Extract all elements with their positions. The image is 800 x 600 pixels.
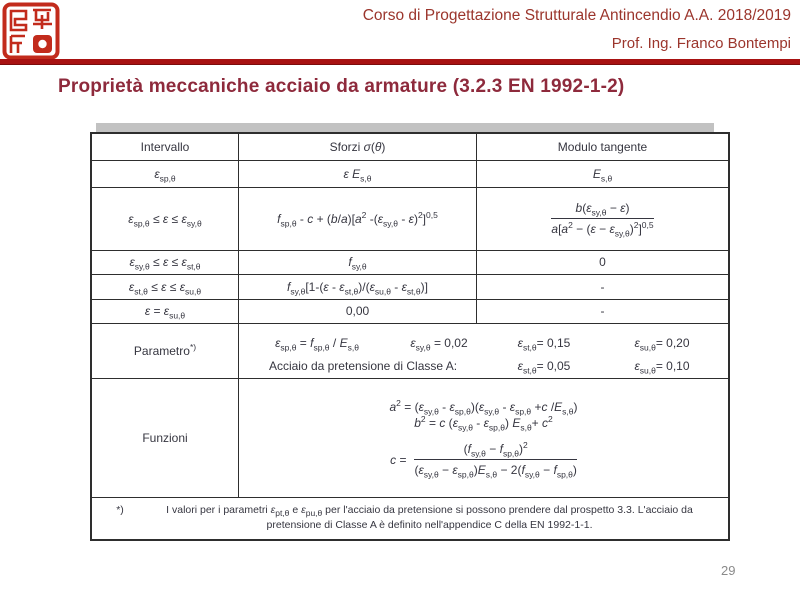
footnote-row bbox=[91, 497, 729, 540]
param-esy: $\varepsilon_{sy,\theta} = 0,02$ bbox=[410, 335, 468, 352]
parametro-grid bbox=[241, 329, 726, 373]
table-row bbox=[91, 187, 729, 250]
page-number: 29 bbox=[721, 563, 736, 578]
modulus-cell: $E_{s,\theta}$ bbox=[477, 160, 730, 187]
col-header-sforzi: Sforzi σ(θ) bbox=[239, 133, 477, 160]
footnote-cell bbox=[91, 497, 729, 540]
fraction-numerator: $b(\varepsilon_{sy,\theta} - \varepsilon)$ bbox=[551, 201, 653, 219]
stress-cell: $f_{sp,\theta} - c + (b/a)[a^2$ $-(\varepsilon_{sy,\theta} - \varepsilon)^2]^{0,5}$ bbox=[239, 187, 477, 250]
formula-a2: $a^2 = (\varepsilon_{sy,\theta} - \varepsilon_{sp,\theta})(\varepsilon_{sy,\theta} - \varepsilon_{sp,\theta} +c$ $/E_{s,\theta}$) bbox=[389, 398, 578, 417]
param-est-classe-a: $\varepsilon_{st,\theta}= 0,05$ bbox=[517, 358, 571, 375]
fraction-denominator: $a[a^2 - (\varepsilon - \varepsilon_{sy,\theta})^2]^{0,5}$ bbox=[551, 220, 654, 239]
interval-cell: $\varepsilon_{sy,\theta} \le \varepsilon \le \varepsilon_{st,\theta}$ bbox=[91, 250, 239, 274]
parametro-values bbox=[239, 323, 730, 378]
stress-cell: 0,00 bbox=[239, 299, 477, 323]
modulus-cell: 0 bbox=[477, 250, 730, 274]
col-header-intervallo: Intervallo bbox=[91, 133, 239, 160]
formula-c-prefix: c = bbox=[390, 452, 407, 467]
fraction-numerator: $(f_{sy,\theta} - f_{sp,\theta})^2$ bbox=[414, 442, 576, 460]
table-row bbox=[91, 160, 729, 187]
interval-cell: $\varepsilon = \varepsilon_{su,\theta}$ bbox=[91, 299, 239, 323]
course-title: Corso di Progettazione Strutturale Antincendio A.A. 2018/2019 bbox=[362, 7, 791, 24]
modulus-fraction bbox=[551, 201, 654, 239]
modulus-cell bbox=[477, 187, 730, 250]
table-row bbox=[91, 274, 729, 299]
funzioni-label: Funzioni bbox=[91, 378, 239, 497]
table-row bbox=[91, 250, 729, 274]
header-rule bbox=[0, 59, 800, 65]
header bbox=[363, 7, 791, 52]
modulus-cell: - bbox=[477, 299, 730, 323]
table-top-bar bbox=[96, 123, 714, 132]
parametro-label: Parametro*) bbox=[91, 323, 239, 378]
param-esu-classe-a: $\varepsilon_{su,\theta}= 0,10$ bbox=[634, 358, 690, 375]
table-header-row bbox=[91, 133, 729, 160]
formula-b2: $b^2 = c$ $(\varepsilon_{sy,\theta} - \varepsilon_{sp,\theta})$ $E_{s,\theta}+ c^2$ bbox=[414, 414, 553, 433]
fraction-denominator: $(\varepsilon_{sy,\theta} - \varepsilon_{sp,\theta})E_{s,\theta} - 2(f_{sy,\theta} - f_{sp,\theta})$ bbox=[414, 463, 577, 480]
formula-c-fraction bbox=[414, 440, 577, 480]
footnote-text: I valori per i parametri $\varepsilon_{pt,\theta}$ e $\varepsilon_{pu,\theta}$ per l'acciaio da pretensione si possono prendere dal prospetto 3.3. L'acciaio da pretensione di Classe A è definito nell'appendice C della EN 1992-1-1. bbox=[166, 504, 693, 532]
stress-cell: $f_{sy,\theta}$ bbox=[239, 250, 477, 274]
parametro-row bbox=[91, 323, 729, 378]
param-esp: $\varepsilon_{sp,\theta} = f_{sp,\theta} / E_{s,\theta}$ bbox=[275, 335, 359, 352]
slide-title: Proprietà meccaniche acciaio da armature (3.2.3 EN 1992-1-2) bbox=[58, 76, 625, 97]
professor-name: Prof. Ing. Franco Bontempi bbox=[611, 35, 791, 52]
modulus-cell: - bbox=[477, 274, 730, 299]
funzioni-row bbox=[91, 378, 729, 497]
formula-c bbox=[241, 440, 726, 480]
col-header-modulo-tangente: Modulo tangente bbox=[477, 133, 730, 160]
footnote-marker: *) bbox=[116, 504, 124, 517]
seal-logo-icon bbox=[2, 2, 60, 60]
param-classe-a-label: Acciaio da pretensione di Classe A: bbox=[268, 358, 458, 373]
stress-cell: $f_{sy,\theta}[1-(\varepsilon - \varepsilon_{st,\theta})/(\varepsilon_{su,\theta} - \varepsilon_{st,\theta})]$ bbox=[239, 274, 477, 299]
steel-properties-table bbox=[90, 132, 730, 541]
param-est: $\varepsilon_{st,\theta}= 0,15$ bbox=[517, 335, 571, 352]
interval-cell: $\varepsilon_{st,\theta} \le \varepsilon \le \varepsilon_{su,\theta}$ bbox=[91, 274, 239, 299]
table-row bbox=[91, 299, 729, 323]
funzioni-formulas bbox=[239, 378, 730, 497]
param-esu: $\varepsilon_{su,\theta}= 0,20$ bbox=[634, 335, 690, 352]
stress-cell: ε $E_{s,\theta}$ bbox=[239, 160, 477, 187]
interval-cell: $\varepsilon_{sp,\theta} \le \varepsilon \le \varepsilon_{sy,\theta}$ bbox=[91, 187, 239, 250]
interval-cell: $\varepsilon_{sp,\theta}$ bbox=[91, 160, 239, 187]
